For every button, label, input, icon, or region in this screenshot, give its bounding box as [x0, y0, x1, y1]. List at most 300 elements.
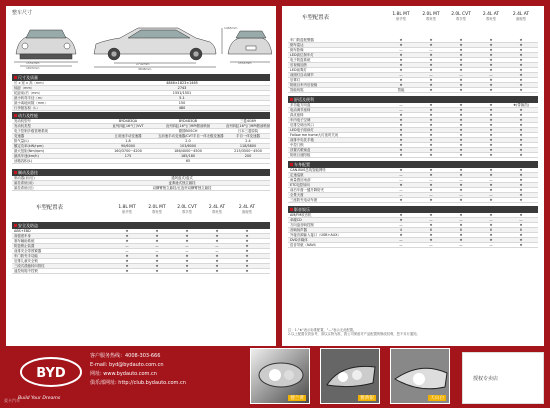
spec-value: ★	[245, 244, 249, 248]
spec-label: 变速器	[14, 134, 25, 138]
spec-value: —	[399, 243, 403, 247]
spec-value: ★	[399, 68, 403, 72]
spec-value: ★	[459, 128, 463, 132]
spec-value: 五前速手动变速器	[114, 134, 142, 138]
spec-value: ★	[429, 58, 433, 62]
spec-value: ★	[519, 73, 523, 77]
spec-value: ★	[429, 188, 433, 192]
logo-tagline: Build Your Dreams	[18, 396, 61, 401]
spec-label: 真皮座椅	[290, 113, 304, 117]
spec-value: ★	[399, 218, 403, 222]
spec-value: ★	[155, 269, 159, 273]
spec-label: 防盗锁止装置	[14, 244, 35, 248]
spec-label: 发动机类型	[14, 124, 31, 128]
thumb-caption-2: 雅典银	[360, 396, 374, 401]
spec-value: 五前速手动变速器/CVT手自一体无级变速器	[158, 134, 224, 138]
spec-value: ★	[519, 63, 523, 67]
spec-value: ★	[489, 58, 493, 62]
spec-value: —	[185, 244, 189, 248]
spec-value: ★	[459, 83, 463, 87]
section-safety: 安全及防盗	[12, 222, 270, 229]
spec-label: ABS+EBD	[14, 229, 31, 233]
spec-value: 90/6000	[120, 144, 136, 148]
spec-value: ★	[459, 88, 463, 92]
spec-value: ★	[519, 83, 523, 87]
spec-label: 行李箱容积（L）	[14, 106, 40, 110]
spec-value: ★	[215, 239, 219, 243]
model-name: 2.4L AT	[512, 12, 530, 17]
spec-value: ★	[519, 223, 523, 227]
spec-value: ★	[429, 148, 433, 152]
spec-value: ★	[185, 259, 189, 263]
spec-value: ★	[489, 118, 493, 122]
spec-value: ★	[429, 53, 433, 57]
club-website: 俱乐部网址: http://club.bydauto.com.cn	[90, 380, 186, 386]
spec-value: 200	[244, 154, 252, 158]
front-width-dim: 1823mm	[26, 66, 40, 70]
spec-label: 刹车辅助系统	[14, 239, 35, 243]
spec-value: ★	[459, 68, 463, 72]
spec-value: 4846×1823×1465	[166, 81, 198, 85]
spec-value: ★	[459, 138, 463, 142]
spec-value: ★	[245, 249, 249, 253]
rear-view-car	[228, 31, 272, 62]
spec-label: 三座防夹电动车窗	[290, 198, 318, 202]
spec-label: 后雾灯	[290, 78, 301, 82]
model-trim: 豪华型	[121, 210, 133, 214]
spec-value: ★	[519, 143, 523, 147]
spec-value: ★	[429, 173, 433, 177]
spec-value: —	[489, 73, 493, 77]
spec-label: 前排中央扶手箱	[290, 138, 314, 142]
spec-label: 额定功率(kW/rpm)	[14, 144, 44, 148]
spec-value: ★	[245, 234, 249, 238]
spec-value: ★	[125, 234, 129, 238]
spec-value: —	[459, 178, 463, 182]
spec-value: ★	[489, 103, 493, 107]
spec-value: ★	[489, 38, 493, 42]
spec-value: ★	[489, 198, 493, 202]
spec-value: —	[429, 243, 433, 247]
spec-value: ★	[519, 43, 523, 47]
spec-value: ★	[489, 123, 493, 127]
spec-value: ★	[429, 88, 433, 92]
spec-value: ★	[519, 153, 523, 157]
spec-value: 175	[124, 154, 132, 158]
spec-value: ★	[429, 143, 433, 147]
spec-value: —	[459, 193, 463, 197]
spec-row	[288, 198, 538, 203]
spec-value: ★	[459, 173, 463, 177]
spec-label: ETC电控转向	[290, 183, 310, 187]
spec-value: ★	[459, 153, 463, 157]
spec-label: 多功能方向盘	[290, 103, 311, 107]
spec-label: 智能钥匙	[290, 88, 304, 92]
spec-value: ★	[489, 233, 493, 237]
spec-value: ★	[429, 118, 433, 122]
model-trim: 尊贵型	[485, 17, 497, 21]
spec-label: 轴距（mm）	[14, 86, 35, 90]
spec-value: —	[489, 193, 493, 197]
spec-value: ★	[459, 223, 463, 227]
spec-value: ★	[429, 168, 433, 172]
spec-value: ★	[489, 78, 493, 82]
spec-value: ★	[429, 128, 433, 132]
spec-value: BYD483QA	[118, 119, 138, 123]
spec-value: ★	[245, 254, 249, 258]
model-column-header	[416, 12, 446, 21]
spec-value: ★	[489, 83, 493, 87]
model-name: 2.0L MT	[422, 12, 440, 17]
footnote-1: 注：1."★"表示标准配置，"—"表示无此配置。	[288, 328, 357, 332]
spec-value: 直列四缸16气门MPI燃油喷射	[225, 124, 270, 128]
spec-value: ★	[399, 83, 403, 87]
spec-value: 480	[178, 106, 186, 110]
spec-value: 185/180	[180, 154, 196, 158]
byd-logo	[16, 354, 86, 404]
spec-value: 1551/1551	[172, 91, 192, 95]
dealer-stamp-label: 授权专卖店	[473, 376, 499, 382]
spec-value: 2.4	[245, 139, 251, 143]
spec-label: 三段式溃缩转向管柱	[14, 264, 45, 268]
model-name: 2.0L CVT	[451, 12, 471, 17]
thumb-caption-1: 德兰黄	[290, 396, 304, 401]
website: 网址: www.bydauto.com.cn	[90, 371, 157, 377]
spec-value: ★	[429, 43, 433, 47]
spec-label: AM/FM收音机	[290, 213, 312, 217]
model-column-header	[476, 12, 506, 21]
spec-value: —	[155, 244, 159, 248]
spec-label: 车门防盗报警器	[290, 38, 314, 42]
spec-row	[12, 106, 270, 111]
spec-label: 前后车窗一键升降防夹	[290, 188, 324, 192]
spec-value: ★	[185, 234, 189, 238]
front-track-dim: 1551mm	[26, 61, 40, 65]
footnotes	[288, 328, 538, 336]
spec-value: ★	[429, 213, 433, 217]
spec-value: —	[429, 73, 433, 77]
spec-label: 车内电子空调	[290, 118, 311, 122]
spec-label: 外接音源输入接口（USB+AUX）	[290, 233, 341, 237]
spec-label: CAN-BUS总线智能网络	[290, 168, 326, 172]
spec-value: 2.0	[185, 139, 191, 143]
spec-value: —	[459, 218, 463, 222]
side-view-car	[94, 28, 222, 67]
spec-value: ★	[429, 108, 433, 112]
spec-value: ★	[429, 83, 433, 87]
spec-value: —	[155, 249, 159, 253]
spec-value: ★	[429, 183, 433, 187]
spec-value: ★	[489, 128, 493, 132]
model-trim: 尊贵型	[211, 210, 223, 214]
spec-label: 音响扬声器	[290, 228, 307, 232]
hotline: 客户服务热线：4008-303-666	[90, 353, 161, 359]
spec-value: ★	[399, 198, 403, 202]
spec-value: ★	[489, 133, 493, 137]
spec-value: ★	[519, 243, 523, 247]
spec-label: 排气量(L)	[14, 139, 29, 143]
spec-value: ★	[489, 68, 493, 72]
model-trim: 尊贵型	[151, 210, 163, 214]
spec-label: 制动器(前/后)	[14, 176, 35, 180]
spec-value: ★	[519, 88, 523, 92]
section-brake-suspension: 制动及悬挂	[12, 169, 270, 176]
spec-value: ★	[489, 153, 493, 157]
spec-value: ★	[519, 108, 523, 112]
spec-value: 2743	[177, 86, 187, 90]
spec-value: ★	[399, 78, 403, 82]
spec-value: ★	[399, 143, 403, 147]
spec-value: ★	[399, 153, 403, 157]
spec-value: ★	[245, 269, 249, 273]
spec-value: ★	[519, 128, 523, 132]
left-spec-panel	[6, 6, 276, 346]
spec-row	[288, 88, 538, 93]
spec-value: —	[185, 249, 189, 253]
config-table-title-right: 车型配置表	[302, 15, 329, 21]
spec-value: ★	[155, 234, 159, 238]
spec-value: 186/4000~4500	[174, 149, 202, 153]
wheelbase-dim: 2742mm	[136, 62, 150, 66]
section-power-performance: 动力及性能	[12, 112, 270, 119]
spec-value: ★	[429, 133, 433, 137]
spec-value: ★	[185, 254, 189, 258]
model-name: 2.0L MT	[148, 205, 166, 210]
spec-value: 三菱4G69	[240, 119, 256, 123]
spec-value: 6	[519, 228, 523, 232]
length-dim: 4846mm	[138, 67, 152, 71]
spec-value: ★	[489, 183, 493, 187]
spec-value: ★	[459, 108, 463, 112]
model-name: 1.8L MT	[392, 12, 410, 17]
spec-label: 防眩目车内后视镜	[290, 83, 318, 87]
spec-value: ★	[459, 238, 463, 242]
spec-label: 车门防夹手功能	[14, 254, 38, 258]
spec-value: ★	[429, 68, 433, 72]
footnote-2: 2.以上配置仅供参考，请以实物为准，我公司保留对产品配置的修改权利，恕不另行通知。	[288, 332, 420, 337]
spec-value: ★	[215, 259, 219, 263]
spec-value: —	[399, 108, 403, 112]
spec-value: ★	[459, 188, 463, 192]
spec-value: ★	[245, 264, 249, 268]
model-trim: 尊享型	[455, 17, 467, 21]
spec-label: 最小离地间隙（mm）	[14, 101, 48, 105]
spec-value: ★	[519, 138, 523, 142]
spec-value: 118/5800	[239, 144, 257, 148]
contact-info	[90, 352, 186, 388]
thumb-caption-3: 天山白	[430, 396, 444, 401]
spec-value: ★	[399, 63, 403, 67]
model-column-header	[142, 205, 172, 214]
spec-label: 油箱容积(L)	[14, 159, 33, 163]
spec-value: ★	[489, 168, 493, 172]
dimension-diagram-title: 整车尺寸	[12, 10, 33, 16]
spec-value: ★	[459, 103, 463, 107]
spec-label: 后视镜加热	[290, 63, 307, 67]
spec-value: ★	[519, 198, 523, 202]
spec-value: ★	[519, 193, 523, 197]
height-dim: 1465mm	[224, 26, 238, 30]
spec-value: ★	[399, 118, 403, 122]
spec-label: 前排安全带预紧器	[14, 249, 42, 253]
spec-value: —	[215, 249, 219, 253]
spec-value: —	[399, 103, 403, 107]
spec-value: ★	[215, 234, 219, 238]
spec-value: ★	[489, 108, 493, 112]
spec-value: ★	[519, 173, 523, 177]
spec-label: DVD多媒体	[290, 238, 308, 242]
spec-value: ★	[459, 58, 463, 62]
spec-value: —	[489, 178, 493, 182]
spec-value: ★	[459, 78, 463, 82]
spec-value: ★	[489, 173, 493, 177]
spec-label: 后排儿童安全锁	[14, 259, 38, 263]
config-table-title: 车型配置表	[36, 205, 63, 211]
spec-label: 语音导航（NAVI）	[290, 243, 319, 247]
model-column-header	[202, 205, 232, 214]
spec-value: ★	[519, 123, 523, 127]
spec-value: —	[429, 193, 433, 197]
spec-label: 顶置式眼镜盒	[290, 148, 311, 152]
section-comfort: 舒适及便利	[288, 96, 538, 103]
spec-value: ★	[459, 198, 463, 202]
spec-value: 65	[185, 159, 191, 163]
spec-value: ★	[245, 229, 249, 233]
spec-value: —	[489, 243, 493, 247]
spec-value: ★	[215, 269, 219, 273]
spec-value: 双横臂独立悬挂/五连杆双横臂独立悬挂	[152, 186, 212, 190]
spec-label: 高强度车身	[14, 234, 31, 238]
spec-row	[12, 269, 270, 274]
email: E-mail: byd@bydauto.com.cn	[90, 362, 164, 368]
spec-value: —	[125, 244, 129, 248]
spec-value: ★	[125, 269, 129, 273]
spec-value: ★	[399, 53, 403, 57]
spec-label: 悬挂系统(后)	[14, 186, 34, 190]
spec-value: ★	[399, 43, 403, 47]
spec-value: ★	[215, 264, 219, 268]
spec-label: 最大扭矩(Nm/rpm)	[14, 149, 45, 153]
spec-value: ★	[429, 78, 433, 82]
spec-value: ★	[429, 123, 433, 127]
spec-label: 最高车速(km/h)	[14, 154, 39, 158]
spec-value: —	[399, 73, 403, 77]
spec-value: ★	[125, 254, 129, 258]
spec-value: ★	[459, 53, 463, 57]
spec-value: ★	[185, 229, 189, 233]
spec-value: ★	[489, 43, 493, 47]
spec-value: ★	[399, 38, 403, 42]
spec-value: ★	[459, 148, 463, 152]
spec-value: ★	[519, 38, 523, 42]
spec-value: ★	[399, 213, 403, 217]
spec-value: ★	[489, 213, 493, 217]
spec-value: 215/3500~4500	[234, 149, 262, 153]
spec-value: ★	[519, 213, 523, 217]
spec-label: 电子防盗系统	[290, 58, 311, 62]
section-size-weight: 尺寸及质量	[12, 74, 270, 81]
spec-value: ★	[399, 138, 403, 142]
spec-value: ★	[429, 153, 433, 157]
spec-value: ★	[459, 233, 463, 237]
spec-value: ★	[519, 148, 523, 152]
spec-value: 日本三菱原装	[237, 129, 259, 133]
spec-value: —	[429, 178, 433, 182]
section-entertainment: 影音娱乐	[288, 206, 538, 213]
model-name: 2.0L CVT	[177, 205, 197, 210]
spec-label: 全景天窗	[290, 193, 304, 197]
spec-label: 轮距前/后（mm）	[14, 91, 43, 95]
byd-logo-icon	[16, 354, 86, 396]
spec-value: ★	[519, 118, 523, 122]
spec-value: ★	[215, 254, 219, 258]
spec-value: ★	[429, 198, 433, 202]
spec-value: ★	[519, 113, 523, 117]
spec-value: —	[489, 218, 493, 222]
spec-value: ★	[245, 239, 249, 243]
spec-value: ★	[459, 63, 463, 67]
spec-value: ★	[459, 38, 463, 42]
spec-value: ★	[459, 113, 463, 117]
spec-label: 雨量感应雨刮	[290, 178, 311, 182]
spec-value: 智能	[397, 88, 405, 92]
spec-value: ★	[459, 143, 463, 147]
spec-value: —	[459, 243, 463, 247]
spec-value: 6	[429, 228, 433, 232]
spec-value: ★	[125, 264, 129, 268]
spec-value: ★(带换挡)	[513, 103, 529, 107]
watermark: 爱卡汽车	[4, 398, 20, 403]
spec-value: ★	[155, 264, 159, 268]
spec-label: LED前雾灯	[290, 68, 307, 72]
spec-label: Follow me home大灯延时关闭	[290, 133, 339, 137]
spec-value: —	[399, 178, 403, 182]
spec-value: —	[215, 244, 219, 248]
model-column-header	[112, 205, 142, 214]
spec-value: ★	[459, 118, 463, 122]
spec-value: 1.8	[125, 139, 131, 143]
spec-value: BYD483QB	[178, 119, 198, 123]
spec-value: 6	[489, 228, 493, 232]
spec-value: —	[429, 218, 433, 222]
spec-value: ★	[459, 213, 463, 217]
model-name: 2.4L AT	[482, 12, 500, 17]
spec-value: ★	[519, 78, 523, 82]
spec-row	[12, 186, 270, 191]
spec-label: 最小转弯半径（m）	[14, 96, 45, 100]
spec-value: 6	[459, 228, 463, 232]
spec-value: ★	[459, 133, 463, 137]
right-spec-panel	[282, 6, 544, 346]
spec-value: ★	[429, 113, 433, 117]
spec-value: ★	[489, 238, 493, 242]
model-name: 2.4L AT	[238, 205, 256, 210]
spec-value: ★	[185, 269, 189, 273]
spec-label: 电子控制多级管理系统	[14, 129, 48, 133]
model-column-header	[172, 205, 202, 214]
spec-value: ★	[155, 229, 159, 233]
spec-value: ★	[519, 183, 523, 187]
spec-value: ★	[459, 168, 463, 172]
spec-label: 后排空调出风口	[290, 123, 314, 127]
spec-value: ★	[459, 43, 463, 47]
dealer-stamp-box	[462, 352, 544, 404]
spec-value: ★	[489, 223, 493, 227]
spec-value: —	[519, 218, 523, 222]
spec-label: 遥控钥匙中控锁	[14, 269, 38, 273]
spec-value: ★	[399, 58, 403, 62]
spec-value: ★	[429, 233, 433, 237]
